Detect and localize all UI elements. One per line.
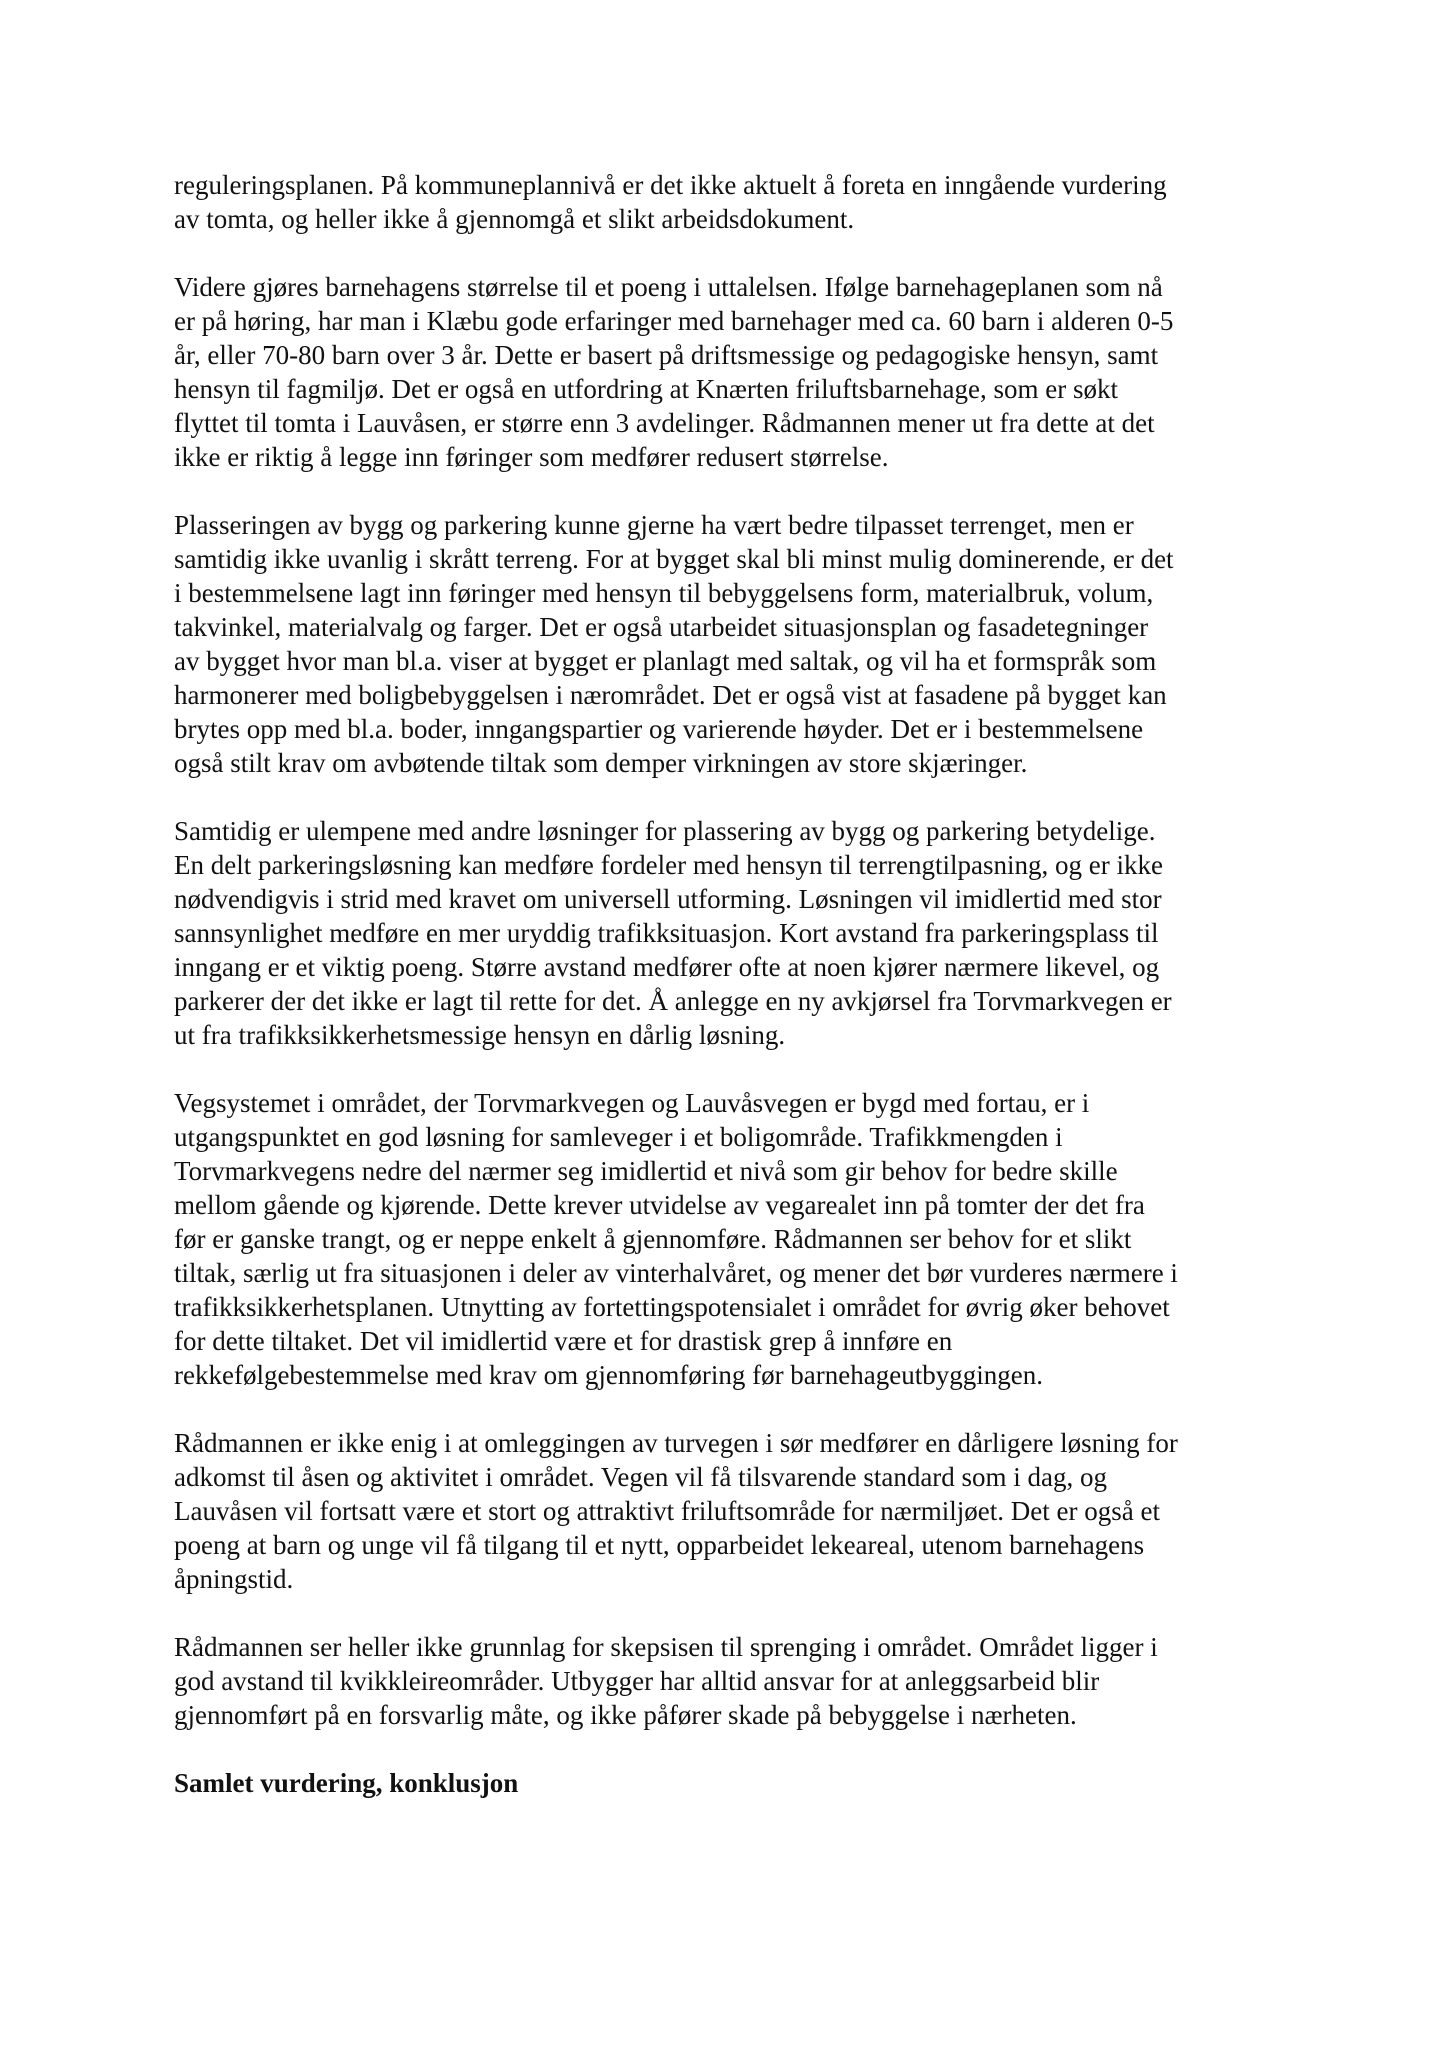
text-line: poeng at barn og unge vil få tilgang til et nytt, opparbeidet lekeareal, utenom barnehagens: [174, 1530, 1145, 1560]
text-line: år, eller 70-80 barn over 3 år. Dette er basert på driftsmessige og pedagogiske hensyn, samt: [174, 340, 1159, 370]
text-line: Samtidig er ulempene med andre løsninger for plassering av bygg og parkering betydelige.: [174, 816, 1156, 846]
text-line: gjennomført på en forsvarlig måte, og ikke påfører skade på bebyggelse i nærheten.: [174, 1700, 1077, 1730]
text-line: takvinkel, materialvalg og farger. Det er også utarbeidet situasjonsplan og fasadetegninger: [174, 612, 1149, 642]
text-line: hensyn til fagmiljø. Det er også en utfordring at Knærten friluftsbarnehage, som er søkt: [174, 374, 1119, 404]
text-line: av bygget hvor man bl.a. viser at bygget er planlagt med saltak, og vil ha et formspråk som: [174, 646, 1157, 676]
text-line: parkerer der det ikke er lagt til rette for det. Å anlegge en ny avkjørsel fra Torvmarkvegen er: [174, 986, 1172, 1016]
document-body: [174, 168, 1284, 1800]
text-line: adkomst til åsen og aktivitet i området. Vegen vil få tilsvarende standard som i dag, og: [174, 1462, 1108, 1492]
text-line: av tomta, og heller ikke å gjennomgå et slikt arbeidsdokument.: [174, 204, 855, 234]
text-line: sannsynlighet medføre en mer uryddig trafikksituasjon. Kort avstand fra parkeringsplass til: [174, 918, 1159, 948]
text-line: Plasseringen av bygg og parkering kunne gjerne ha vært bedre tilpasset terrenget, men er: [174, 510, 1134, 540]
text-line: ikke er riktig å legge inn føringer som medfører redusert størrelse.: [174, 442, 889, 472]
text-line: nødvendigvis i strid med kravet om universell utforming. Løsningen vil imidlertid med stor: [174, 884, 1162, 914]
text-line: samtidig ikke uvanlig i skrått terreng. For at bygget skal bli minst mulig dominerende, er det: [174, 544, 1174, 574]
paragraph-regulation-plan: [174, 168, 1284, 236]
text-line: Rådmannen ser heller ikke grunnlag for skepsisen til sprenging i området. Området ligger i: [174, 1632, 1158, 1662]
text-line: i bestemmelsene lagt inn føringer med hensyn til bebyggelsens form, materialbruk, volum,: [174, 578, 1154, 608]
text-line: Rådmannen er ikke enig i at omleggingen av turvegen i sør medfører en dårligere løsning for: [174, 1428, 1178, 1458]
text-line: utgangspunktet en god løsning for samleveger i et boligområde. Trafikkmengden i: [174, 1122, 1063, 1152]
text-line: Torvmarkvegens nedre del nærmer seg imidlertid et nivå som gir behov for bedre skille: [174, 1156, 1118, 1186]
text-line: Lauvåsen vil fortsatt være et stort og attraktivt friluftsområde for nærmiljøet. Det er også et: [174, 1496, 1160, 1526]
text-line: brytes opp med bl.a. boder, inngangspartier og varierende høyder. Det er i bestemmelsene: [174, 714, 1144, 744]
text-line: åpningstid.: [174, 1564, 294, 1594]
paragraph-building-placement: [174, 508, 1284, 780]
section-heading: Samlet vurdering, konklusjon: [174, 1768, 519, 1798]
text-line: også stilt krav om avbøtende tiltak som demper virkningen av store skjæringer.: [174, 748, 1028, 778]
paragraph-blasting: [174, 1630, 1284, 1732]
text-line: god avstand til kvikkleireområder. Utbygger har alltid ansvar for at anleggsarbeid blir: [174, 1666, 1100, 1696]
text-line: reguleringsplanen. På kommuneplannivå er det ikke aktuelt å foreta en inngående vurdering: [174, 170, 1167, 200]
text-line: Vegsystemet i området, der Torvmarkvegen og Lauvåsvegen er bygd med fortau, er i: [174, 1088, 1090, 1118]
text-line: harmonerer med boligbebyggelsen i nærområdet. Det er også vist at fasadene på bygget kan: [174, 680, 1167, 710]
paragraph-road-system: [174, 1086, 1284, 1392]
paragraph-parking-alternatives: [174, 814, 1284, 1052]
paragraph-trail-relocation: [174, 1426, 1284, 1596]
paragraph-kindergarten-size: [174, 270, 1284, 474]
text-line: trafikksikkerhetsplanen. Utnytting av fortettingspotensialet i området for øvrig øker behovet: [174, 1292, 1170, 1322]
text-line: inngang er et viktig poeng. Større avstand medfører ofte at noen kjører nærmere likevel, og: [174, 952, 1160, 982]
text-line: En delt parkeringsløsning kan medføre fordeler med hensyn til terrengtilpasning, og er ikke: [174, 850, 1163, 880]
text-line: mellom gående og kjørende. Dette krever utvidelse av vegarealet inn på tomter der det fra: [174, 1190, 1145, 1220]
text-line: for dette tiltaket. Det vil imidlertid være et for drastisk grep å innføre en: [174, 1326, 953, 1356]
text-line: er på høring, har man i Klæbu gode erfaringer med barnehager med ca. 60 barn i alderen 0-5: [174, 306, 1174, 336]
text-line: ut fra trafikksikkerhetsmessige hensyn en dårlig løsning.: [174, 1020, 786, 1050]
text-line: før er ganske trangt, og er neppe enkelt å gjennomføre. Rådmannen ser behov for et slikt: [174, 1224, 1132, 1254]
text-line: tiltak, særlig ut fra situasjonen i deler av vinterhalvåret, og mener det bør vurderes nærmere i: [174, 1258, 1178, 1288]
text-line: Videre gjøres barnehagens størrelse til et poeng i uttalelsen. Ifølge barnehageplanen som nå: [174, 272, 1163, 302]
text-line: flyttet til tomta i Lauvåsen, er større enn 3 avdelinger. Rådmannen mener ut fra dette at det: [174, 408, 1155, 438]
text-line: rekkefølgebestemmelse med krav om gjennomføring før barnehageutbyggingen.: [174, 1360, 1043, 1390]
